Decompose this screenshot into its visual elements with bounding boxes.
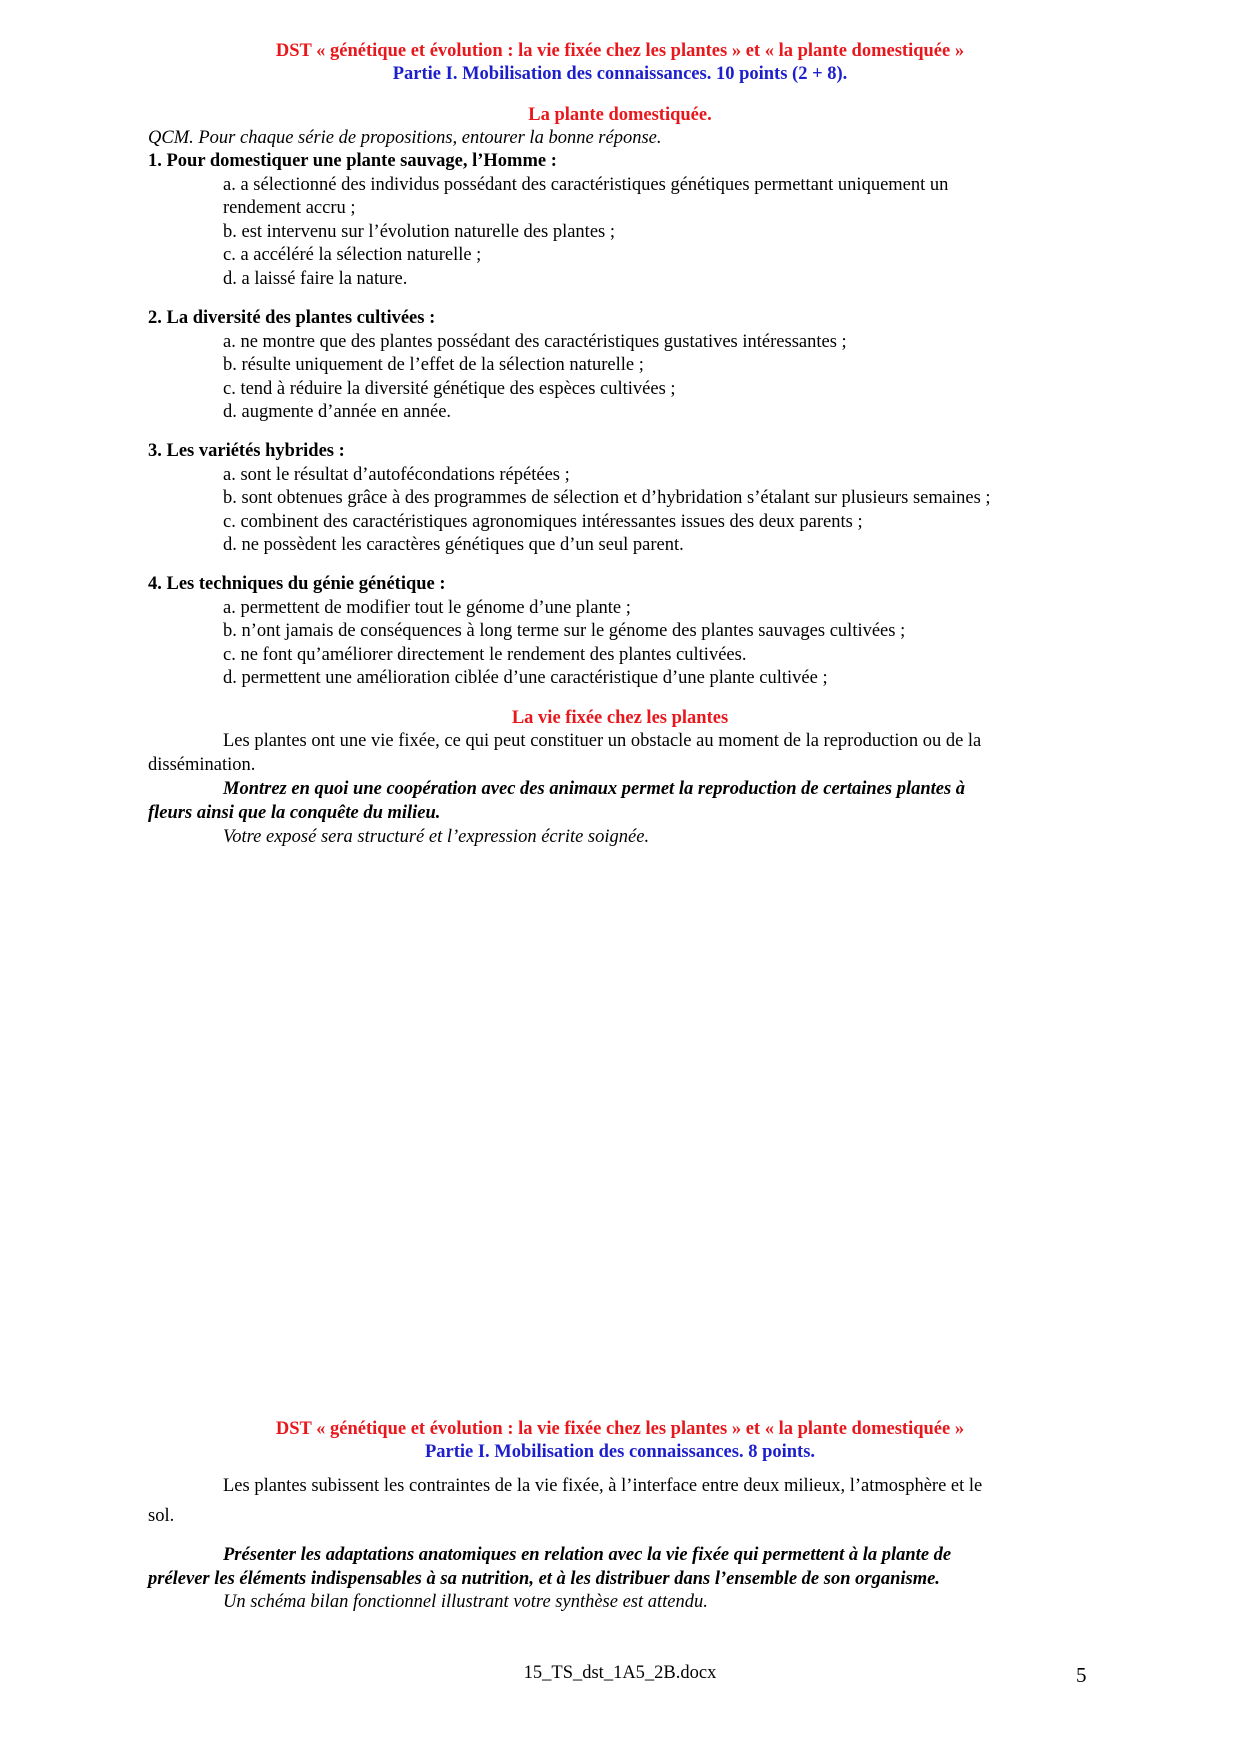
- option-b[interactable]: b. sont obtenues grâce à des programmes de sélection et d’hybridation s’étalant sur plusieurs semaines ;: [223, 488, 991, 508]
- qcm-instruction: QCM. Pour chaque série de propositions, entourer la bonne réponse.: [148, 128, 662, 148]
- part2-intro-line1: Les plantes subissent les contraintes de la vie fixée, à l’interface entre deux milieux, l’atmosphère et le: [223, 1476, 983, 1496]
- section2-note: Votre exposé sera structuré et l’expression écrite soignée.: [223, 827, 650, 847]
- option-d[interactable]: d. permettent une amélioration ciblée d’une caractéristique d’une plante cultivée ;: [223, 668, 828, 688]
- page-number: 5: [1076, 1663, 1087, 1687]
- option-b[interactable]: b. n’ont jamais de conséquences à long terme sur le génome des plantes sauvages cultivées ;: [223, 621, 906, 641]
- part2-header: DST « génétique et évolution : la vie fixée chez les plantes » et « la plante domestiquée »: [275, 1419, 965, 1439]
- question-4: [148, 573, 905, 691]
- option-c[interactable]: c. tend à réduire la diversité génétique des espèces cultivées ;: [223, 378, 676, 399]
- section1-title: La plante domestiquée.: [528, 105, 712, 125]
- section2-title: La vie fixée chez les plantes: [511, 708, 729, 728]
- question-title: 4. Les techniques du génie génétique :: [148, 574, 446, 594]
- part1-header: DST « génétique et évolution : la vie fixée chez les plantes » et « la plante domestiquée »: [275, 41, 965, 61]
- option-c[interactable]: c. combinent des caractéristiques agronomiques intéressantes issues des deux parents ;: [223, 511, 863, 532]
- footer-filename: 15_TS_dst_1A5_2B.docx: [523, 1663, 717, 1683]
- question-title: 2. La diversité des plantes cultivées :: [148, 308, 436, 328]
- section2-question-line2: fleurs ainsi que la conquête du milieu.: [148, 802, 441, 823]
- option-d[interactable]: d. ne possèdent les caractères génétiques que d’un seul parent.: [223, 535, 684, 555]
- part2-intro-line2: sol.: [148, 1505, 175, 1526]
- option-d[interactable]: d. augmente d’année en année.: [223, 402, 452, 422]
- option-b[interactable]: b. résulte uniquement de l’effet de la sélection naturelle ;: [223, 355, 644, 375]
- section2-intro: [148, 730, 981, 777]
- option-a[interactable]: a. sont le résultat d’autofécondations répétées ;: [223, 464, 570, 485]
- section2-intro-line1: Les plantes ont une vie fixée, ce qui peut constituer un obstacle au moment de la reproduction ou de la: [223, 731, 982, 751]
- section2-question: [148, 778, 965, 825]
- question-2: [148, 307, 847, 425]
- option-a-continued: rendement accru ;: [223, 198, 356, 218]
- question-title: 3. Les variétés hybrides :: [148, 441, 345, 461]
- question-1: [148, 150, 948, 291]
- option-a[interactable]: a. ne montre que des plantes possédant des caractéristiques gustatives intéressantes ;: [223, 331, 847, 352]
- option-c[interactable]: c. ne font qu’améliorer directement le rendement des plantes cultivées.: [223, 644, 747, 665]
- part2-question-line1: Présenter les adaptations anatomiques en relation avec la vie fixée qui permettent à la plante de: [223, 1545, 952, 1565]
- part2-question-line2: prélever les éléments indispensables à sa nutrition, et à les distribuer dans l’ensemble de son organisme.: [148, 1568, 940, 1589]
- section2-question-line1: Montrez en quoi une coopération avec des animaux permet la reproduction de certaines plantes à: [223, 779, 966, 799]
- option-c[interactable]: c. a accéléré la sélection naturelle ;: [223, 245, 482, 265]
- part1-subheader: Partie I. Mobilisation des connaissances. 10 points (2 + 8).: [392, 64, 848, 84]
- part2-note: Un schéma bilan fonctionnel illustrant votre synthèse est attendu.: [223, 1592, 708, 1612]
- part2-question: [148, 1544, 951, 1591]
- section2-intro-line2: dissémination.: [148, 754, 256, 775]
- part2-intro: [148, 1475, 982, 1528]
- question-title: 1. Pour domestiquer une plante sauvage, l’Homme :: [148, 151, 557, 171]
- option-a[interactable]: a. permettent de modifier tout le génome d’une plante ;: [223, 597, 631, 618]
- part2-subheader: Partie I. Mobilisation des connaissances. 8 points.: [424, 1442, 816, 1462]
- question-3: [148, 440, 991, 558]
- option-d[interactable]: d. a laissé faire la nature.: [223, 268, 408, 289]
- option-a[interactable]: a. a sélectionné des individus possédant des caractéristiques génétiques permettant uniquement un: [223, 174, 949, 195]
- option-b[interactable]: b. est intervenu sur l’évolution naturelle des plantes ;: [223, 221, 615, 242]
